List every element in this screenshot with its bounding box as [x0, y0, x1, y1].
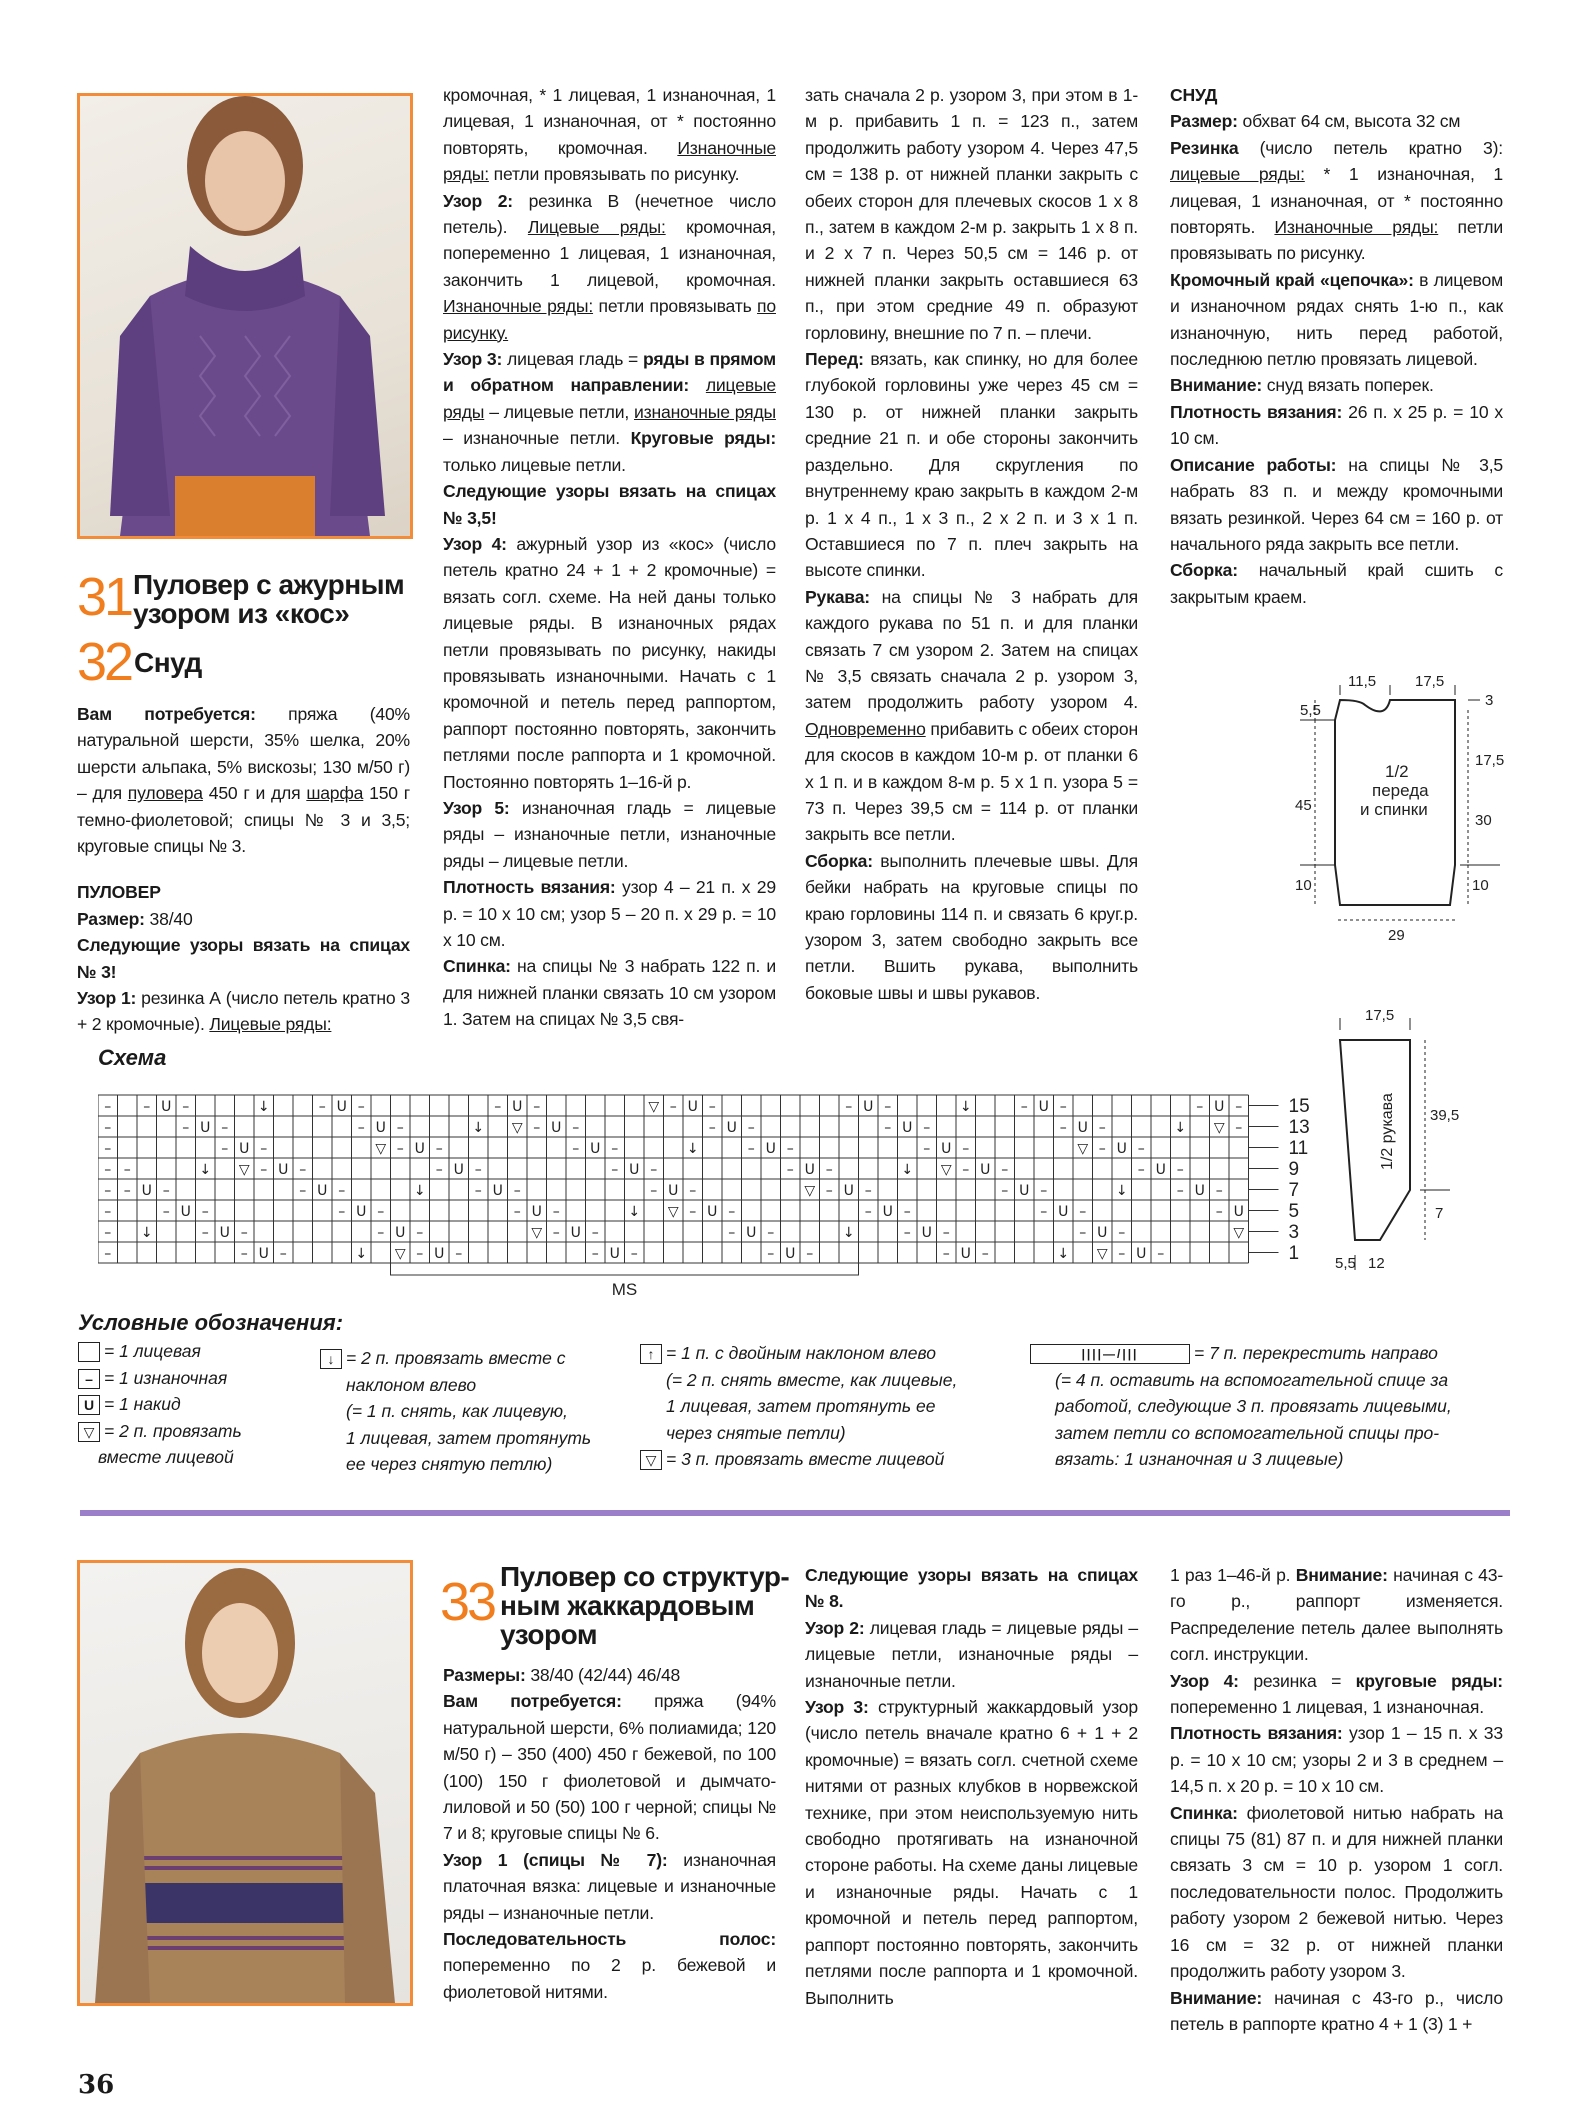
svg-text:▽: ▽ [1233, 1225, 1245, 1241]
model-illustration-33 [80, 1563, 410, 2003]
dim-neck-depth: 5,5 [1300, 702, 1321, 719]
sleeve-dim-length: 39,5 [1430, 1107, 1460, 1124]
svg-text:U: U [1097, 1225, 1108, 1241]
svg-text:↓: ↓ [1115, 1183, 1128, 1199]
svg-text:–: – [357, 1099, 365, 1115]
svg-text:U: U [395, 1225, 406, 1241]
page-number: 36 [78, 2070, 115, 2100]
column-3-instructions: зать сначала 2 р. узором 3, при этом в 1-м р. прибавить 1 п. = 123 п., затем продолжить работу узором 4. Через 47,5 см = 138 р. от нижней планки закрыть с обеих сторон для плечевых скосов 1 х 8 п., затем в каждом 2-м р. закрыть 1 х 8 п. и 2 х 7 п. Через 50,5 см = 146 р. от нижней планки закрыть оставшиеся 63 п., при этом средние 49 п. образуют горловину, внешние по 7 п. – плечи. Перед: вязать, как спинку, но для более глубокой горловины уже через 45 см = 130 р. от нижней планки закрыть средние 21 п. и обе стороны закончить раздельно. Для скругления по внутреннему краю закрыть в каждом 2-м р. 1 х 4 п., 1 х 3 п., 2 х 2 п. и 3 х 1 п. Оставшиеся по 7 п. плеч закрыть на высоте спинки. Рукава: на спицы № 3 набрать для каждого рукава по 51 п. и для планки связать 7 см узором 2. Затем на спицах № 3,5 связать сначала 2 р. узором 3, затем продолжить работу узором 4. Одновременно прибавить с обеих сторон для скосов в каждом 10-м р. от планки 6 х 1 п. и в каждом 8-м р. 5 х 1 п. узора 5 = 73 п. Через 39,5 см = 114 р. от планки закрыть все петли. Сборка: выполнить плечевые швы. Для бейки набрать на круговые спицы по краю горловины 114 п. и связать 6 круг.р. узором 3, затем свободно закрыть все петли. Вшить рукава, выполнить боковые швы и швы рукавов. [805, 85, 1138, 1003]
svg-text:–: – [123, 1162, 131, 1178]
svg-text:U: U [1058, 1204, 1069, 1220]
svg-text:–: – [318, 1099, 326, 1115]
svg-text:U: U [1077, 1120, 1088, 1136]
svg-text:–: – [903, 1225, 911, 1241]
svg-text:–: – [162, 1204, 170, 1220]
item-number-32: 32 [77, 632, 132, 692]
svg-text:–: – [435, 1141, 443, 1157]
svg-text:–: – [396, 1120, 404, 1136]
svg-text:U: U [921, 1225, 932, 1241]
svg-text:↓: ↓ [842, 1225, 855, 1241]
column-2-patterns: кромочная, * 1 лицевая, 1 изнаночная, 1 лицевая, 1 изнаночная, от * постоянно повторять, кромочная. Изнаночные ряды: петли провязывать по рисунку. Узор 2: резинка В (нечетное число петель). Лицевые ряды: кромочная, попеременно 1 лицевая, 1 изнаночная, закончить 1 лицевой, кромочная. Изнаночные ряды: петли провязывать по рисунку. Узор 3: лицевая гладь = ряды в прямом и обратном направлении: лицевые ряды – лицевые петли, изнаночные ряды – изнаночные петли. Круговые ряды: только лицевые петли. Следующие узоры вязать на спицах № 3,5! Узор 4: ажурный узор из «кос» (число петель кратно 24 + 1 + 2 кромочные) = вязать согл. схеме. На ней даны только лицевые ряды. В изнаночных рядах петли провязывать по рисунку, накиды провязывать изнаночными. Начать с 1 кромочной и петель перед раппортом, раппорт постоянно повторять, закончить петлями после раппорта и 1 кромочной. Постоянно повторять 1–16-й р. Узор 5: изнаночная гладь = лицевые ряды – изнаночные петли, изнаночные ряды – лицевые петли. Плотность вязания: узор 4 – 21 п. х 29 р. = 10 х 10 см; узор 5 – 20 п. х 29 р. = 10 х 10 см. Спинка: на спицы № 3 набрать 122 п. и для нижней планки связать 10 см узором 1. Затем на спицах № 3,5 свя- [443, 85, 776, 1030]
bottom-column-1: Размеры: 38/40 (42/44) 46/48 Вам потребуется: пряжа (94% натуральной шерсти, 6% полиамида; 120 м/50 г) – 350 (400) 450 г бежевой, по 100 (100) 150 г фиолетовой и дымчато-лиловой и 50 (50) 100 г черной; спицы № 7 и 8; круговые спицы № 6. Узор 1 (спицы № 7): изнаночная платочная вязка: лицевые и изнаночные ряды – изнаночные петли. Последовательность полос: попеременно по 2 р. бежевой и фиолетовой нитями. [443, 1665, 776, 2002]
svg-text:–: – [104, 1225, 112, 1241]
svg-text:U: U [414, 1141, 425, 1157]
svg-text:↓: ↓ [257, 1099, 270, 1115]
svg-text:–: – [747, 1120, 755, 1136]
svg-text:–: – [104, 1099, 112, 1115]
svg-text:–: – [1059, 1099, 1067, 1115]
svg-text:–: – [728, 1204, 736, 1220]
svg-text:▽: ▽ [1213, 1120, 1225, 1136]
svg-text:–: – [201, 1204, 209, 1220]
svg-text:–: – [494, 1099, 502, 1115]
svg-text:U: U [609, 1246, 620, 1262]
svg-text:–: – [104, 1162, 112, 1178]
svg-text:▽: ▽ [238, 1162, 250, 1178]
svg-text:↓: ↓ [472, 1120, 485, 1136]
svg-text:–: – [786, 1141, 794, 1157]
svg-text:–: – [1098, 1141, 1106, 1157]
svg-text:–: – [903, 1204, 911, 1220]
sleeve-pattern-diagram [1330, 1000, 1510, 1275]
chart-row-number: 3 [1288, 1222, 1300, 1243]
svg-text:U: U [629, 1162, 640, 1178]
svg-text:–: – [533, 1099, 541, 1115]
svg-text:U: U [960, 1246, 971, 1262]
svg-text:–: – [299, 1162, 307, 1178]
svg-text:–: – [455, 1246, 463, 1262]
legend-col-2: ↓ = 2 п. провязать вместе с наклоном влево (= 1 п. снять, как лицевую, 1 лицевая, затем протянуть ее через снятую петлю) [320, 1345, 630, 1478]
svg-text:▽: ▽ [648, 1099, 660, 1115]
svg-text:–: – [884, 1120, 892, 1136]
svg-text:U: U [843, 1183, 854, 1199]
svg-text:–: – [513, 1204, 521, 1220]
svg-text:–: – [845, 1099, 853, 1115]
item-number-33: 33 [440, 1572, 495, 1632]
svg-text:–: – [591, 1246, 599, 1262]
k2tog-symbol-icon: ▽ [78, 1422, 100, 1442]
svg-text:–: – [1040, 1183, 1048, 1199]
svg-text:↓: ↓ [413, 1183, 426, 1199]
chart-repeat-label: MS [611, 1280, 638, 1299]
svg-text:U: U [785, 1246, 796, 1262]
svg-text:–: – [396, 1141, 404, 1157]
svg-text:U: U [200, 1120, 211, 1136]
svg-text:U: U [375, 1120, 386, 1136]
yarn-over-symbol-icon: U [78, 1395, 100, 1415]
svg-text:–: – [221, 1141, 229, 1157]
svg-text:–: – [338, 1204, 346, 1220]
svg-text:–: – [240, 1225, 248, 1241]
bottom-column-3: 1 раз 1–46-й р. Внимание: начиная с 43-го р., раппорт изменяется. Распределение петель далее выполнять согл. инструкции. Узор 4: резинка = круговые ряды: попеременно 1 лицевая, 1 изнаночная. Плотность вязания: узор 1 – 15 п. х 33 р. = 10 х 10 см; узоры 2 и 3 в среднем – 14,5 п. х 20 р. = 10 х 10 см. Спинка: фиолетовой нитью набрать на спицы 75 (81) 87 п. и для нижней планки связать 3 см = 10 р. узором 1 согл. последовательности полос. Продолжить работу узором 2 бежевой нитью. Через 16 см = 32 р. от нижней планки продолжить работу узором 3. Внимание: начиная с 43-го р., число петель в раппорте кратно 4 + 1 (3) 1 + [1170, 1565, 1503, 2034]
svg-text:–: – [611, 1162, 619, 1178]
svg-text:U: U [1019, 1183, 1030, 1199]
svg-text:▽: ▽ [531, 1225, 543, 1241]
svg-text:–: – [357, 1120, 365, 1136]
svg-text:↓: ↓ [1057, 1246, 1070, 1262]
svg-text:–: – [104, 1120, 112, 1136]
svg-text:–: – [884, 1099, 892, 1115]
svg-text:U: U [863, 1099, 874, 1115]
svg-text:–: – [533, 1120, 541, 1136]
svg-text:–: – [279, 1246, 287, 1262]
dim-shoulder-width: 17,5 [1415, 673, 1445, 690]
svg-text:–: – [182, 1120, 190, 1136]
svg-text:–: – [201, 1225, 209, 1241]
svg-text:–: – [825, 1162, 833, 1178]
svg-text:U: U [434, 1246, 445, 1262]
svg-text:–: – [1196, 1099, 1204, 1115]
svg-text:U: U [726, 1120, 737, 1136]
legend-col-1: = 1 лицевая – = 1 изнаночная U = 1 накид ▽ = 2 п. провязать вместе лицевой [78, 1338, 338, 1471]
purl-symbol-icon: – [78, 1369, 100, 1389]
chart-row-number: 15 [1288, 1096, 1310, 1117]
svg-text:↓: ↓ [140, 1225, 153, 1241]
svg-text:–: – [1001, 1183, 1009, 1199]
svg-text:–: – [221, 1120, 229, 1136]
svg-text:–: – [123, 1183, 131, 1199]
svg-text:–: – [923, 1141, 931, 1157]
diagram-label-3: и спинки [1360, 800, 1428, 819]
svg-text:–: – [689, 1204, 697, 1220]
item-number-31: 31 [77, 567, 132, 627]
diagram-label-2: переда [1372, 781, 1429, 800]
chart-cells [98, 1095, 1249, 1263]
svg-text:U: U [1038, 1099, 1049, 1115]
svg-text:U: U [1155, 1162, 1166, 1178]
svg-text:U: U [239, 1141, 250, 1157]
svg-text:U: U [590, 1141, 601, 1157]
svg-text:–: – [474, 1183, 482, 1199]
svg-text:–: – [786, 1162, 794, 1178]
svg-text:↓: ↓ [628, 1204, 641, 1220]
svg-text:–: – [728, 1225, 736, 1241]
knit-symbol-icon [78, 1342, 100, 1362]
bottom-column-2: Следующие узоры вязать на спицах № 8. Узор 2: лицевая гладь = лицевые ряды – лицевые петли, изнаночные ряды – изнаночные петли. Узор 3: структурный жаккардовый узор (число петель вначале кратно 6 + 1 + 2 кромочные) = вязать согл. счетной схеме нитями от разных клубков в норвежской технике, при этом неиспользуемую нить свободно протягивать на изнаночной стороне работы. На схеме даны лицевые и изнаночные ряды. Начать с 1 кромочной и петель перед раппортом, раппорт постоянно повторять, закончить петлями после раппорта и 1 кромочной. Выполнить [805, 1565, 1138, 2008]
svg-text:–: – [1079, 1225, 1087, 1241]
chart-row-number: 11 [1288, 1138, 1309, 1159]
sleeve-outline [1340, 1040, 1410, 1240]
svg-text:▽: ▽ [667, 1204, 679, 1220]
svg-text:–: – [474, 1162, 482, 1178]
section-divider [80, 1510, 1510, 1516]
chart-row-number: 9 [1288, 1159, 1300, 1180]
svg-text:–: – [1176, 1183, 1184, 1199]
svg-text:–: – [747, 1141, 755, 1157]
svg-text:–: – [299, 1183, 307, 1199]
svg-text:–: – [1215, 1183, 1223, 1199]
svg-text:–: – [1001, 1162, 1009, 1178]
svg-text:–: – [1040, 1204, 1048, 1220]
svg-text:U: U [180, 1204, 191, 1220]
svg-text:–: – [669, 1099, 677, 1115]
svg-text:U: U [765, 1141, 776, 1157]
svg-text:–: – [104, 1141, 112, 1157]
svg-text:U: U [1116, 1141, 1127, 1157]
dim-band-left: 10 [1295, 877, 1312, 894]
svg-text:–: – [240, 1246, 248, 1262]
dim-shoulder-slope: 3 [1485, 692, 1494, 709]
svg-text:–: – [435, 1162, 443, 1178]
svg-text:–: – [1059, 1120, 1067, 1136]
svg-text:–: – [708, 1099, 716, 1115]
svg-text:–: – [923, 1120, 931, 1136]
svg-text:–: – [513, 1183, 521, 1199]
svg-text:U: U [1136, 1246, 1147, 1262]
svg-text:↓: ↓ [959, 1099, 972, 1115]
svg-text:U: U [278, 1162, 289, 1178]
sleeve-dim-bottom2: 12 [1368, 1255, 1385, 1272]
svg-text:–: – [942, 1246, 950, 1262]
svg-text:U: U [453, 1162, 464, 1178]
svg-text:–: – [962, 1162, 970, 1178]
chart-row-number: 13 [1288, 1117, 1310, 1138]
svg-text:–: – [416, 1225, 424, 1241]
model-illustration-31 [80, 96, 410, 536]
svg-text:–: – [1157, 1246, 1165, 1262]
svg-text:–: – [1235, 1120, 1243, 1136]
svg-text:–: – [767, 1246, 775, 1262]
svg-text:U: U [902, 1120, 913, 1136]
svg-text:–: – [942, 1225, 950, 1241]
item-title-33: Пуловер со структур- ным жаккардовым узором [500, 1561, 790, 1650]
svg-text:–: – [1118, 1246, 1126, 1262]
svg-text:U: U [746, 1225, 757, 1241]
svg-text:U: U [219, 1225, 230, 1241]
svg-text:–: – [416, 1246, 424, 1262]
svg-text:U: U [707, 1204, 718, 1220]
svg-text:▽: ▽ [394, 1246, 406, 1262]
svg-text:U: U [551, 1120, 562, 1136]
svg-text:U: U [882, 1204, 893, 1220]
legend-col-4: ||||—/||| = 7 п. перекрестить направо (= 4 п. оставить на вспомогательной спице за работой, следующие 3 п. провязать лицевыми, затем петли со вспомогательной спицы про- вязать: 1 изнаночная и 3 лицевые) [1030, 1340, 1520, 1473]
dim-side-length: 30 [1475, 812, 1492, 829]
svg-text:↓: ↓ [686, 1141, 699, 1157]
svg-text:–: – [825, 1183, 833, 1199]
svg-text:U: U [336, 1099, 347, 1115]
body-pattern-diagram [1290, 665, 1510, 985]
item-title-32: Снуд [134, 647, 202, 678]
svg-text:U: U [687, 1099, 698, 1115]
svg-text:U: U [161, 1099, 172, 1115]
dim-body-width: 29 [1388, 927, 1405, 944]
svg-text:–: – [104, 1183, 112, 1199]
svg-text:–: – [1098, 1120, 1106, 1136]
svg-text:U: U [804, 1162, 815, 1178]
svg-text:–: – [572, 1120, 580, 1136]
svg-text:↓: ↓ [901, 1162, 914, 1178]
svg-text:U: U [141, 1183, 152, 1199]
svg-text:U: U [1233, 1204, 1244, 1220]
svg-text:–: – [260, 1162, 268, 1178]
dim-armhole: 17,5 [1475, 752, 1505, 769]
legend-col-3: ↑ = 1 п. с двойным наклоном влево (= 2 п. снять вместе, как лицевые, 1 лицевая, затем протянуть ее через снятые петли) ▽ = 3 п. провязать вместе лицевой [640, 1340, 1020, 1473]
svg-text:U: U [356, 1204, 367, 1220]
sleeve-dim-top: 17,5 [1365, 1007, 1395, 1024]
svg-text:–: – [552, 1204, 560, 1220]
svg-text:–: – [1137, 1141, 1145, 1157]
svg-text:–: – [104, 1204, 112, 1220]
svg-text:U: U [1194, 1183, 1205, 1199]
knitting-chart-grid [98, 1090, 1338, 1300]
svg-text:–: – [182, 1099, 190, 1115]
svg-text:–: – [104, 1246, 112, 1262]
svg-text:U: U [941, 1141, 952, 1157]
svg-text:–: – [377, 1204, 385, 1220]
svg-text:–: – [338, 1183, 346, 1199]
svg-text:▽: ▽ [375, 1141, 387, 1157]
svg-text:U: U [980, 1162, 991, 1178]
svg-text:▽: ▽ [511, 1120, 523, 1136]
svg-text:–: – [260, 1141, 268, 1157]
svg-text:–: – [591, 1225, 599, 1241]
svg-text:▽: ▽ [1077, 1141, 1089, 1157]
svg-text:–: – [1137, 1162, 1145, 1178]
svg-text:–: – [162, 1183, 170, 1199]
svg-text:▽: ▽ [804, 1183, 816, 1199]
svg-text:–: – [572, 1141, 580, 1157]
svg-text:–: – [650, 1183, 658, 1199]
dim-body-length: 45 [1295, 797, 1312, 814]
legend-title: Условные обозначения: [78, 1310, 344, 1335]
dim-neck-width: 11,5 [1348, 673, 1377, 690]
svg-text:–: – [611, 1141, 619, 1157]
svg-text:–: – [377, 1225, 385, 1241]
svg-text:–: – [981, 1246, 989, 1262]
svg-text:–: – [962, 1141, 970, 1157]
svg-text:▽: ▽ [1096, 1246, 1108, 1262]
svg-text:U: U [492, 1183, 503, 1199]
svg-text:–: – [1235, 1099, 1243, 1115]
svg-text:U: U [258, 1246, 269, 1262]
chart-row-number: 1 [1288, 1243, 1300, 1264]
svg-text:U: U [512, 1099, 523, 1115]
column-4-snood: СНУД Размер: обхват 64 см, высота 32 см Резинка (число петель кратно 3): лицевые ряды: * 1 изнаночная, 1 лицевая, 1 изнаночная, от * постоянно повторять. Изнаночные ряды: петли провязывать по рисунку. Кромочный край «цепочка»: в лицевом и изнаночном рядах снять 1-ю п., как изнаночную, нить перед работой, последнюю петлю провязать лицевой. Внимание: снуд вязать поперек. Плотность вязания: 26 п. х 25 р. = 10 х 10 см. Описание работы: на спицы № 3,5 набрать 83 п. и между кромочными вязать резинкой. Через 64 см = 160 р. от начального ряда закрыть все петли. Сборка: начальный край сшить с закрытым краем. [1170, 85, 1503, 607]
sleeve-dim-cuff: 7 [1435, 1205, 1444, 1222]
diagram-label-1: 1/2 [1385, 762, 1409, 781]
svg-text:U: U [317, 1183, 328, 1199]
sweater-photo-33 [77, 1560, 413, 2006]
schema-title: Схема [98, 1045, 167, 1070]
svg-text:–: – [689, 1183, 697, 1199]
svg-text:–: – [552, 1225, 560, 1241]
svg-text:↓: ↓ [355, 1246, 368, 1262]
svg-text:↓: ↓ [199, 1162, 212, 1178]
svg-text:–: – [767, 1225, 775, 1241]
k3tog-symbol-icon: ▽ [640, 1450, 662, 1470]
svg-text:–: – [1118, 1225, 1126, 1241]
cable-cross-symbol-icon: ||||—/||| [1030, 1344, 1190, 1364]
svg-text:↓: ↓ [1174, 1120, 1187, 1136]
svg-text:–: – [708, 1120, 716, 1136]
svg-text:–: – [864, 1183, 872, 1199]
svg-text:–: – [1020, 1099, 1028, 1115]
svg-text:U: U [531, 1204, 542, 1220]
svg-text:–: – [630, 1246, 638, 1262]
svg-text:U: U [570, 1225, 581, 1241]
svg-text:▽: ▽ [940, 1162, 952, 1178]
svg-text:–: – [864, 1204, 872, 1220]
svg-text:–: – [806, 1246, 814, 1262]
svg-text:–: – [143, 1099, 151, 1115]
svg-text:–: – [1215, 1204, 1223, 1220]
svg-text:–: – [1176, 1162, 1184, 1178]
item-title-31: Пуловер с ажурным узором из «кос» [133, 569, 405, 629]
dim-band-right: 10 [1472, 877, 1489, 894]
svg-text:–: – [1079, 1204, 1087, 1220]
sleeve-label: 1/2 рукава [1379, 1093, 1396, 1170]
sleeve-dim-bottom1: 5,5 [1335, 1255, 1356, 1272]
chart-row-number: 5 [1288, 1201, 1300, 1222]
chart-row-number: 7 [1288, 1180, 1300, 1201]
ssk-symbol-icon: ↓ [320, 1349, 342, 1369]
svg-text:U: U [668, 1183, 679, 1199]
double-decrease-symbol-icon: ↑ [640, 1344, 662, 1364]
sweater-photo-31 [77, 93, 413, 539]
column-1-materials: Вам потребуется: пряжа (40% натуральной шерсти, 35% шелка, 20% шерсти альпака, 5% вискозы; 130 м/50 г) – для пуловера 450 г и для шарфа 150 г темно-фиолетовой; спицы № 3 и 3,5; круговые спицы № 3. ПУЛОВЕР Размер: 38/40 Следующие узоры вязать на спицах № 3! Узор 1: резинка А (число петель кратно 3 + 2 кромочные). Лицевые ряды: [77, 704, 410, 1035]
svg-text:–: – [650, 1162, 658, 1178]
svg-text:U: U [1214, 1099, 1225, 1115]
